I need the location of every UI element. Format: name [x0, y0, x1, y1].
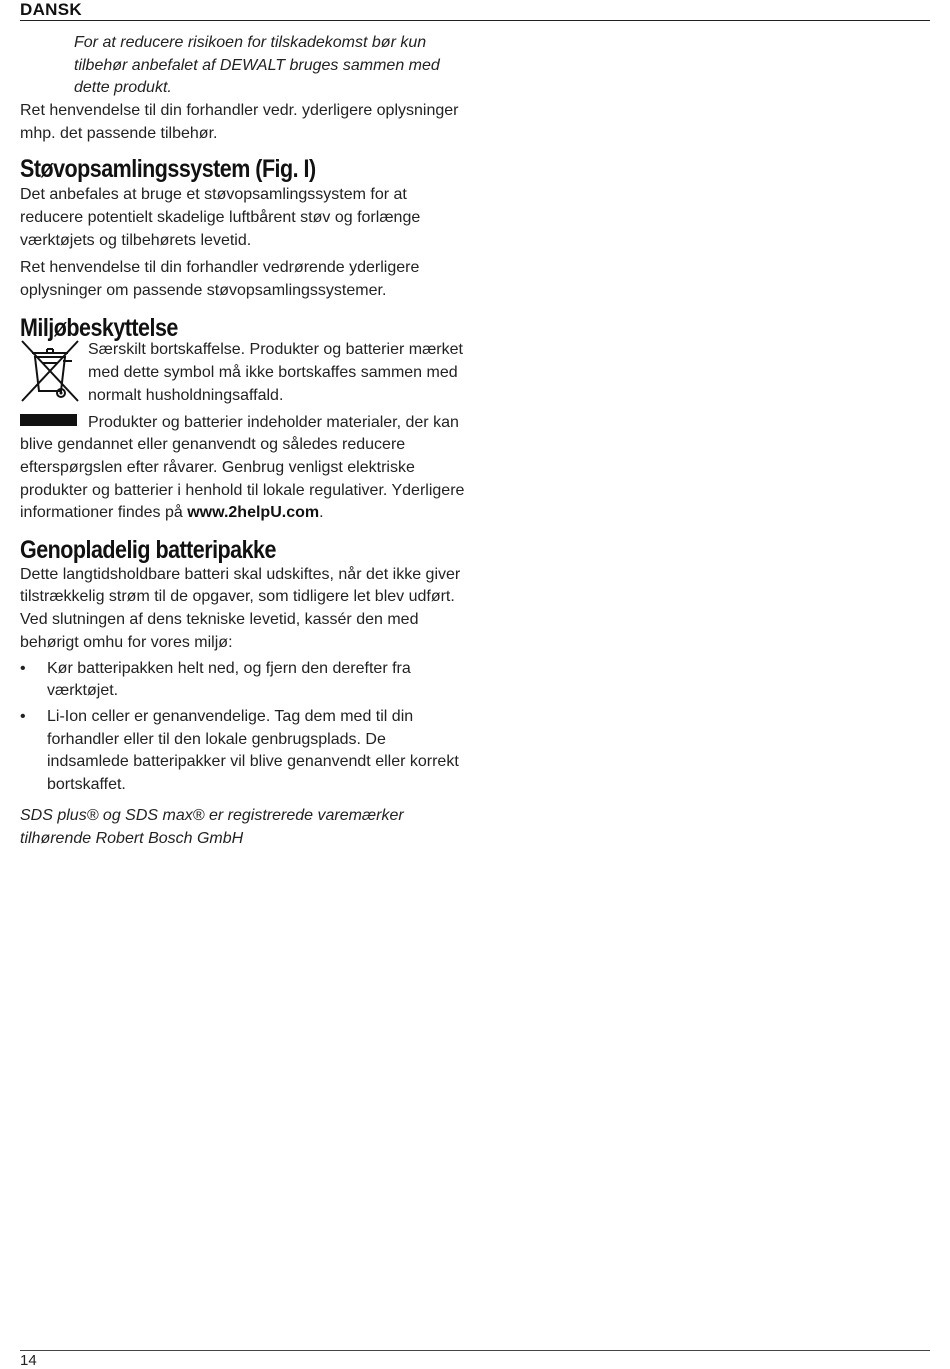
- battery-intro: Dette langtidsholdbare batteri skal udskiftes, når det ikke giver tilstrækkelig strøm til de opgaver, som tidligere let blev udført. Ved slutningen af dens tekniske levetid, kassér den med behørigt omhu for vores miljø:: [20, 565, 461, 651]
- black-bar-symbol: [20, 414, 77, 426]
- dust-paragraph-2: Ret henvendelse til din forhandler vedrørende yderligere oplysninger om passende støvopsamlingssystemer.: [20, 259, 420, 300]
- separate-collection-block: [20, 339, 470, 407]
- trademark-note: SDS plus® og SDS max® er registrerede varemærker tilhørende Robert Bosch GmbH: [20, 806, 404, 847]
- recycling-suffix: .: [319, 504, 324, 522]
- header-divider: [20, 20, 930, 21]
- footer-divider: [20, 1350, 930, 1351]
- recycling-paragraph: [20, 412, 470, 526]
- accessories-safety-note: For at reducere risikoen for tilskadekomst bør kun tilbehør anbefalet af DEWALT bruges sammen med dette produkt.: [74, 34, 440, 97]
- main-column: [20, 32, 470, 850]
- environment-heading: Miljøbeskyttelse: [20, 313, 178, 342]
- recycling-text: Produkter og batterier indeholder materialer, der kan blive gendannet eller genanvendt og således reducere efterspørgslen efter råvarer. Genbrug venligst elektriske produkter og batterier i henhold til lokale regulativer. Yderligere informationer findes på: [20, 413, 465, 522]
- bullet-marker: •: [20, 707, 26, 725]
- page-number: 14: [20, 1352, 37, 1369]
- battery-heading: Genopladelig batteripakke: [20, 536, 276, 565]
- dust-extraction-heading: Støvopsamlingssystem (Fig. I): [20, 154, 316, 183]
- battery-bullet-list: [20, 658, 470, 797]
- separate-collection-text: Særskilt bortskaffelse. Produkter og batterier mærket med dette symbol må ikke bortskaffes sammen med normalt husholdningsaffald.: [88, 341, 463, 404]
- list-item: [20, 706, 470, 797]
- bullet-text: Kør batteripakken helt ned, og fjern den derefter fra værktøjet.: [47, 659, 411, 700]
- accessories-paragraph: Ret henvendelse til din forhandler vedr. yderligere oplysninger mhp. det passende tilbehør.: [20, 102, 459, 142]
- page-language-label: DANSK: [20, 0, 82, 19]
- bullet-marker: •: [20, 659, 26, 677]
- website-link[interactable]: www.2helpU.com: [187, 504, 320, 522]
- crossed-out-wheelie-bin-icon: [20, 339, 80, 403]
- bullet-text: Li-Ion celler er genanvendelige. Tag dem med til din forhandler eller til den lokale genbrugsplads. De indsamlede batteripakker vil blive genanvendt eller korrekt bortskaffet.: [47, 707, 459, 794]
- dust-paragraph-1: Det anbefales at bruge et støvopsamlingssystem for at reducere potentielt skadelige luftbårent støv og forlænge værktøjets og tilbehørets levetid.: [20, 186, 421, 249]
- list-item: [20, 658, 470, 703]
